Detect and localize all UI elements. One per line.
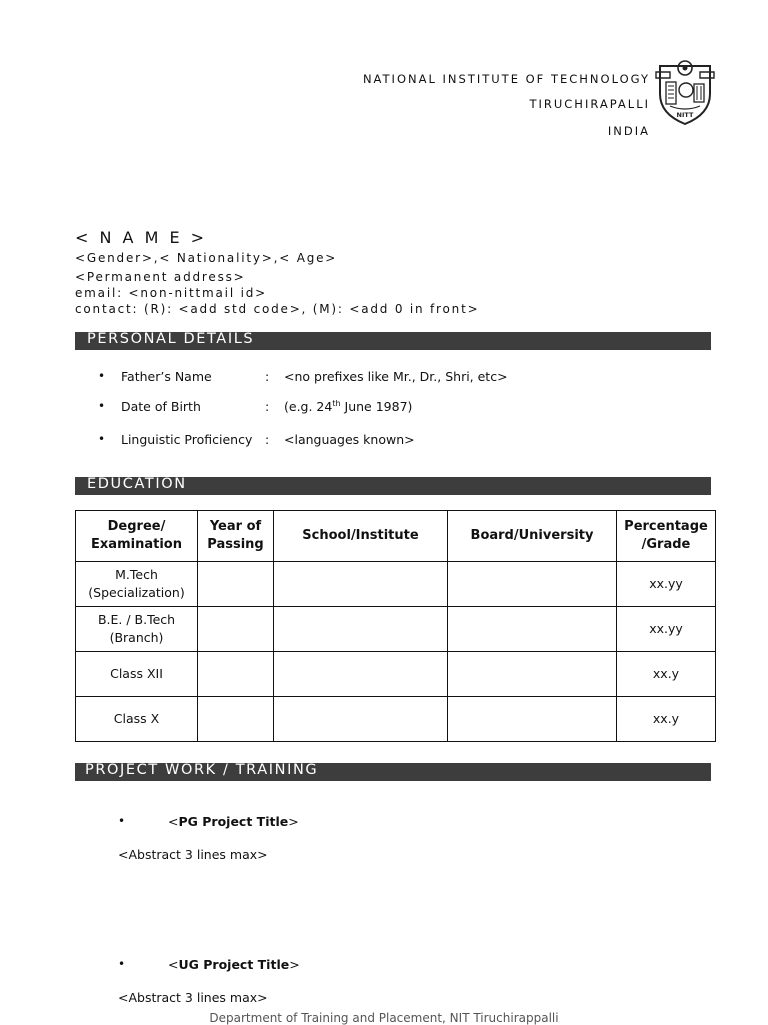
cell-text: B.E. / B.Tech — [97, 612, 176, 627]
row-colon: : — [265, 432, 270, 447]
col-school: School/Institute — [274, 511, 448, 562]
contact-line: contact: (R): <add std code>, (M): <add 0 in front> — [75, 302, 480, 316]
row-label: Date of Birth — [121, 399, 201, 414]
col-year — [198, 511, 274, 562]
cell-text: M.Tech — [115, 567, 158, 582]
row-value: <no prefixes like Mr., Dr., Shri, etc> — [284, 369, 508, 384]
pg-project-abstract: <Abstract 3 lines max> — [118, 847, 268, 862]
ug-project-title — [168, 957, 300, 972]
cell-school — [274, 697, 448, 742]
project-work-header — [75, 763, 711, 781]
row-label: Father’s Name — [121, 369, 212, 384]
permanent-address: <Permanent address> — [75, 270, 246, 284]
cell-board — [448, 697, 617, 742]
col-board: Board/University — [448, 511, 617, 562]
education-table — [75, 510, 716, 742]
institute-country: INDIA — [607, 124, 650, 138]
cell-degree — [76, 562, 198, 607]
cell-grade: xx.y — [617, 697, 716, 742]
cell-degree: Class XII — [76, 652, 198, 697]
bullet-icon: • — [98, 369, 106, 383]
title-text: UG Project Title — [178, 957, 290, 972]
bullet-icon: • — [98, 432, 106, 446]
cell-grade: xx.yy — [617, 562, 716, 607]
header-text: Examination — [91, 537, 182, 552]
section-title: PERSONAL DETAILS — [87, 331, 255, 347]
section-title: PROJECT WORK / TRAINING — [85, 762, 319, 778]
col-percentage — [617, 511, 716, 562]
cell-year — [198, 652, 274, 697]
header-text: Degree/ — [107, 519, 166, 534]
cell-degree: Class X — [76, 697, 198, 742]
cell-year — [198, 697, 274, 742]
bullet-icon: • — [118, 814, 126, 828]
row-colon: : — [265, 369, 270, 384]
title-bracket: > — [288, 814, 299, 829]
candidate-name: < N A M E > — [75, 228, 208, 247]
dob-value-sup: th — [332, 399, 341, 408]
header-text: Percentage — [624, 519, 708, 534]
cell-grade: xx.y — [617, 652, 716, 697]
cell-year — [198, 607, 274, 652]
institute-name: NATIONAL INSTITUTE OF TECHNOLOGY — [362, 72, 650, 86]
nitt-emblem-icon — [652, 56, 718, 126]
section-title: EDUCATION — [87, 476, 187, 492]
title-text: PG Project Title — [178, 814, 289, 829]
dob-value-post: June 1987) — [340, 399, 413, 415]
institute-city: TIRUCHIRAPALLI — [529, 97, 650, 111]
row-colon: : — [265, 399, 270, 414]
cell-year — [198, 562, 274, 607]
cell-board — [448, 562, 617, 607]
row-value — [284, 399, 412, 414]
cell-text: (Specialization) — [88, 585, 185, 600]
table-row — [76, 562, 716, 607]
row-label: Linguistic Proficiency — [121, 432, 253, 447]
cell-board — [448, 607, 617, 652]
title-bracket: > — [289, 957, 300, 972]
header-text: Year of — [209, 519, 262, 534]
cell-degree — [76, 607, 198, 652]
table-header-row — [76, 511, 716, 562]
bullet-icon: • — [98, 399, 106, 413]
page-footer: Department of Training and Placement, NIT Tiruchirappalli — [209, 1011, 559, 1025]
ug-project-abstract: <Abstract 3 lines max> — [118, 990, 268, 1005]
bullet-icon: • — [118, 957, 126, 971]
cell-text: (Branch) — [109, 630, 164, 645]
row-value: <languages known> — [284, 432, 415, 447]
header-text: Passing — [207, 537, 264, 552]
cell-school — [274, 562, 448, 607]
email-line: email: <non-nittmail id> — [75, 286, 267, 300]
table-row — [76, 697, 716, 742]
table-row — [76, 607, 716, 652]
dob-value-pre: (e.g. 24 — [284, 399, 333, 415]
cell-board — [448, 652, 617, 697]
cell-school — [274, 652, 448, 697]
col-degree — [76, 511, 198, 562]
cell-grade: xx.yy — [617, 607, 716, 652]
education-header — [75, 477, 711, 495]
logo-text: NITT — [676, 111, 694, 119]
gender-nationality-age: <Gender>,< Nationality>,< Age> — [75, 251, 338, 265]
cell-school — [274, 607, 448, 652]
title-bracket: < — [168, 814, 179, 829]
pg-project-title — [168, 814, 299, 829]
table-row — [76, 652, 716, 697]
header-text: /Grade — [641, 537, 691, 552]
personal-details-header — [75, 332, 711, 350]
title-bracket: < — [168, 957, 179, 972]
